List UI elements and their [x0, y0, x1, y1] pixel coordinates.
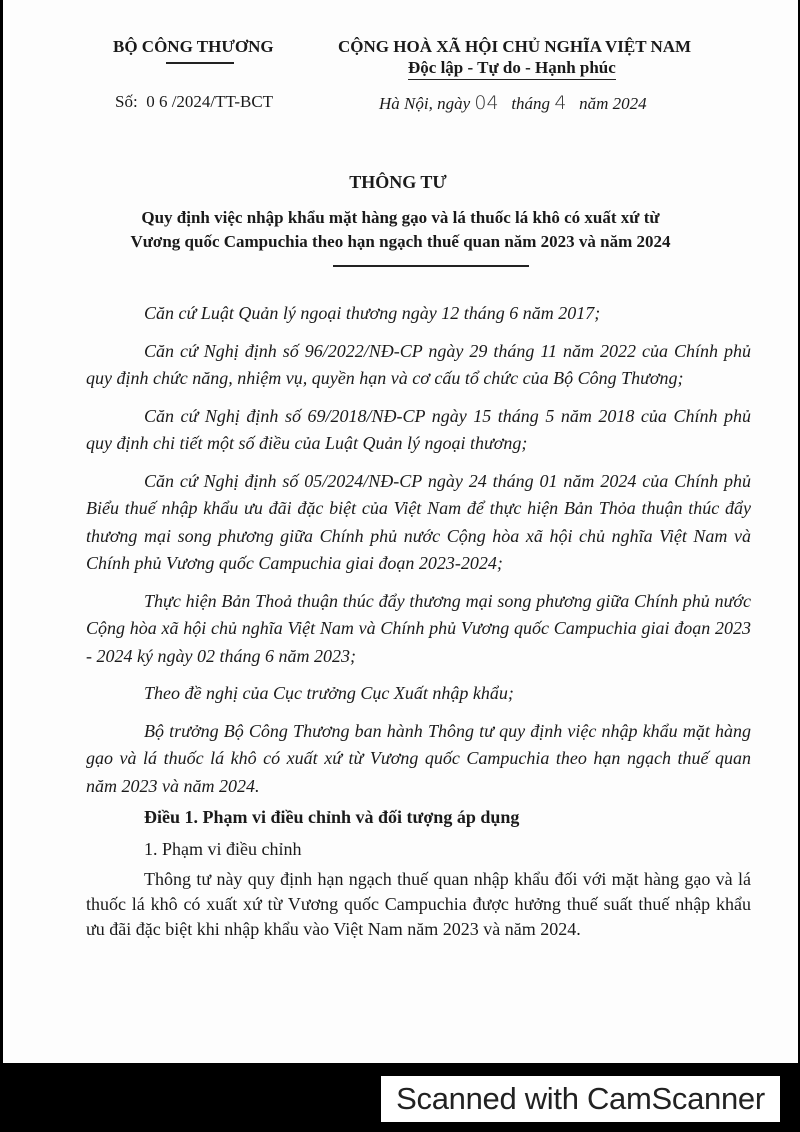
date-month-handwritten: 4: [554, 92, 567, 114]
agency-underline: [166, 62, 234, 64]
camscanner-watermark: Scanned with CamScanner: [381, 1076, 780, 1122]
national-title: CỘNG HOÀ XÃ HỘI CHỦ NGHĨA VIỆT NAM: [338, 37, 692, 56]
subject-line-2: Vương quốc Campuchia theo hạn ngạch thuế quan năm 2023 và năm 2024: [130, 232, 671, 251]
preamble-paragraph: Theo đề nghị của Cục trưởng Cục Xuất nhập khẩu;: [144, 683, 514, 703]
doc-number-handwritten: 0 6: [146, 92, 168, 111]
date-day-handwritten: 04: [474, 92, 499, 114]
article-1-heading: Điều 1. Phạm vi điều chỉnh và đối tượng áp dụng: [144, 807, 520, 827]
issuing-agency: BỘ CÔNG THƯƠNG: [113, 37, 274, 56]
preamble-paragraph: Căn cứ Nghị định số 69/2018/NĐ-CP ngày 15 tháng 5 năm 2018 của Chính phủ quy định chi tiết một số điều của Luật Quản lý ngoại thương;: [86, 405, 751, 453]
date-month-label: tháng: [511, 94, 551, 113]
preamble-paragraph: Thực hiện Bản Thoả thuận thúc đẩy thương mại song phương giữa Chính phủ nước Cộng hòa xã hội chủ nghĩa Việt Nam và Chính phủ Vương quốc Campuchia giai đoạn 2023 - 2024 ký ngày 02 tháng 6 năm 2023;: [86, 590, 751, 666]
document-page: [3, 0, 798, 1063]
doc-number-suffix: /2024/TT-BCT: [171, 92, 274, 111]
clause-1-heading: 1. Phạm vi điều chỉnh: [144, 838, 302, 859]
preamble-paragraph: Căn cứ Nghị định số 05/2024/NĐ-CP ngày 24 tháng 01 năm 2024 của Chính phủ Biểu thuế nhập khẩu ưu đãi đặc biệt của Việt Nam để thực hiện Bản Thỏa thuận thúc đẩy thương mại song phương giữa Chính phủ nước Cộng hòa xã hội chủ nghĩa Việt Nam và Chính phủ Vương quốc Campuchia giai đoạn 2023-2024;: [86, 470, 751, 573]
issue-date: [379, 92, 647, 114]
preamble-paragraph: Căn cứ Nghị định số 96/2022/NĐ-CP ngày 29 tháng 11 năm 2022 của Chính phủ quy định chức năng, nhiệm vụ, quyền hạn và cơ cấu tổ chức của Bộ Công Thương;: [86, 340, 751, 388]
subject-divider: [333, 265, 529, 267]
national-motto: Độc lập - Tự do - Hạnh phúc: [408, 58, 616, 80]
subject-line-1: Quy định việc nhập khẩu mặt hàng gạo và lá thuốc lá khô có xuất xứ từ: [141, 208, 660, 227]
clause-1-text: Thông tư này quy định hạn ngạch thuế quan nhập khẩu đối với mặt hàng gạo và lá thuốc lá khô có xuất xứ từ Vương quốc Campuchia được hưởng thuế suất thuế nhập khẩu ưu đãi đặc biệt khi nhập khẩu vào Việt Nam năm 2023 và năm 2024.: [86, 869, 751, 939]
date-prefix: Hà Nội, ngày: [379, 94, 471, 113]
doc-number-prefix: Số:: [115, 92, 138, 111]
document-subject: [3, 206, 798, 254]
document-number: [115, 92, 273, 112]
date-year: năm 2024: [579, 94, 647, 113]
preamble-paragraph: Bộ trưởng Bộ Công Thương ban hành Thông tư quy định việc nhập khẩu mặt hàng gạo và lá thuốc lá khô có xuất xứ từ Vương quốc Campuchia theo hạn ngạch thuế quan năm 2023 và năm 2024.: [86, 720, 751, 796]
document-type: THÔNG TƯ: [349, 172, 447, 192]
document-body: [86, 300, 751, 952]
preamble-paragraph: Căn cứ Luật Quản lý ngoại thương ngày 12 tháng 6 năm 2017;: [144, 303, 601, 323]
